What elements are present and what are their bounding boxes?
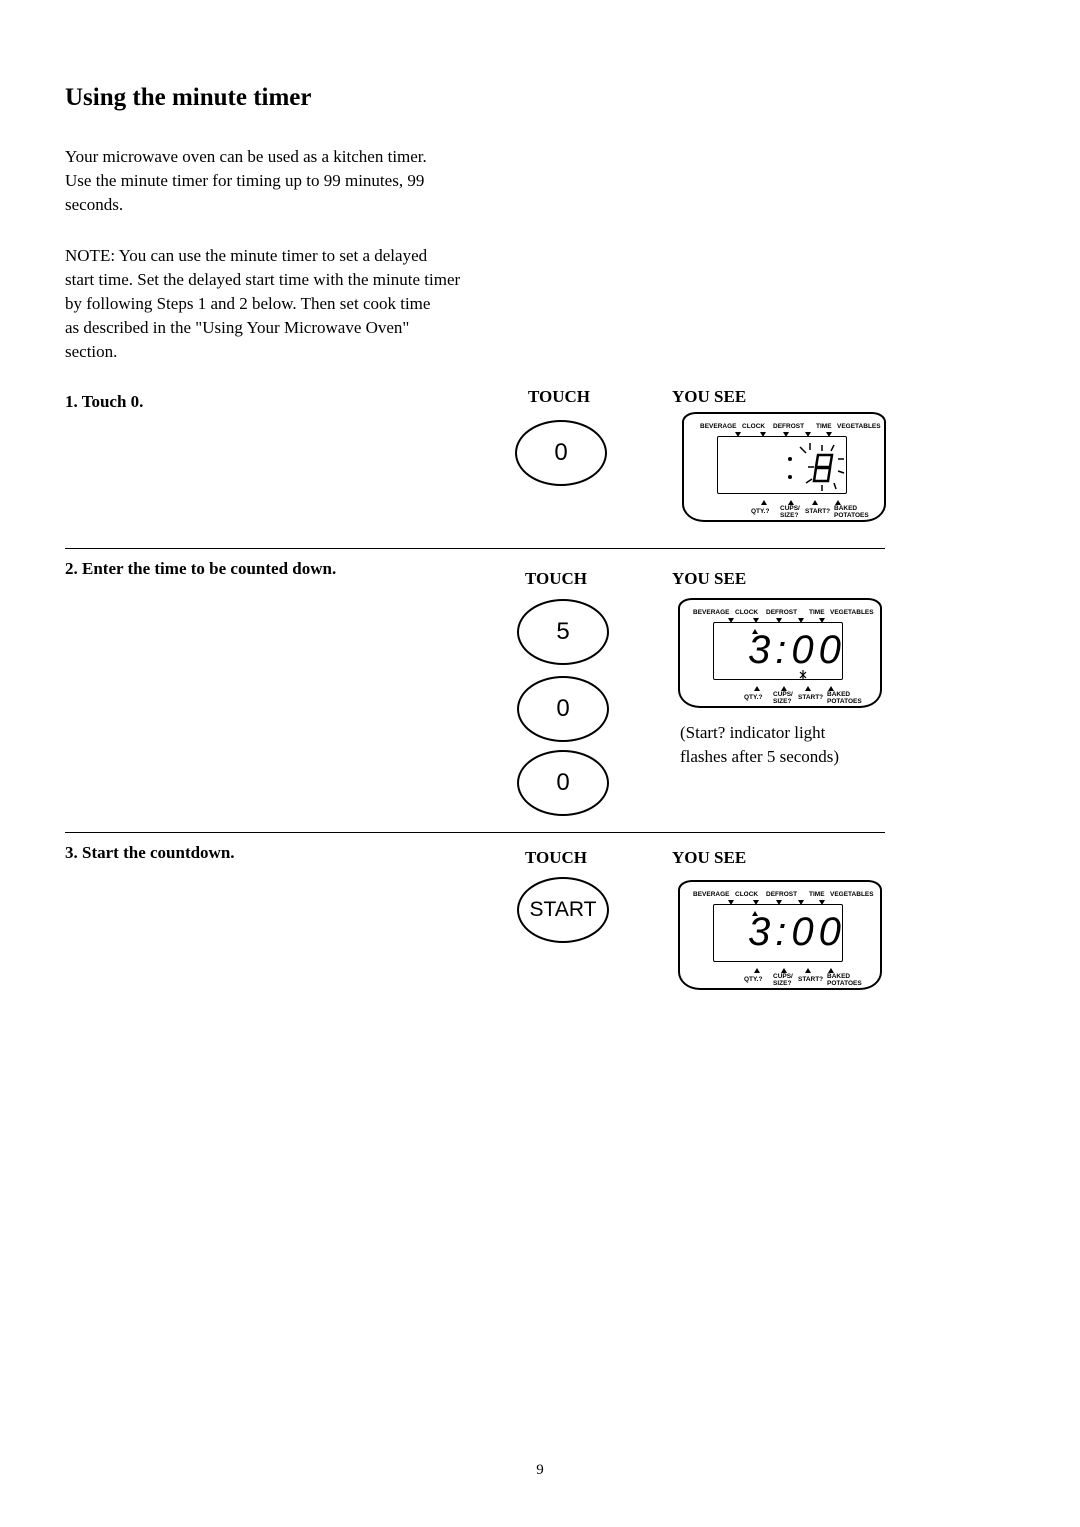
display-label-clock: CLOCK: [735, 609, 759, 616]
lcd-screen: [713, 622, 846, 680]
display-label-beverage: BEVERAGE: [700, 423, 737, 430]
blinking-zero-icon: [718, 437, 848, 495]
divider: [65, 548, 885, 549]
note-line: by following Steps 1 and 2 below. Then set cook time: [65, 294, 431, 313]
lcd-readout: 3:00: [748, 910, 846, 954]
display-label-defrost: DEFROST: [766, 891, 798, 898]
display-label-cups-size: CUPS/ SIZE?: [773, 973, 793, 987]
you-see-header: YOU SEE: [672, 848, 747, 867]
display-label-qty: QTY.?: [751, 508, 770, 515]
note-line: flashes after 5 seconds): [680, 747, 840, 766]
indicator-arrow: [754, 968, 760, 973]
display-label-defrost: DEFROST: [773, 423, 805, 430]
note-line: start time. Set the delayed start time with the minute timer: [65, 270, 461, 289]
indicator-arrow: [761, 500, 767, 505]
display-label-vegetables: VEGETABLES: [830, 891, 874, 898]
display-label-start: START?: [798, 976, 824, 983]
note-paragraph: [65, 244, 460, 364]
intro-line: seconds.: [65, 195, 124, 214]
display-label-beverage: BEVERAGE: [693, 891, 730, 898]
intro-line: Use the minute timer for timing up to 99 minutes, 99: [65, 171, 425, 190]
display-panel-step-1: [682, 412, 886, 522]
indicator-arrow: [812, 500, 818, 505]
indicator-arrow: [754, 686, 760, 691]
key-0-button[interactable]: 0: [515, 420, 607, 486]
display-label-start: START?: [798, 694, 824, 701]
display-panel-step-3: [678, 880, 882, 990]
display-label-start: START?: [805, 508, 831, 515]
key-0-button[interactable]: 0: [517, 750, 609, 816]
indicator-arrow: [805, 968, 811, 973]
display-label-cups-size: CUPS/ SIZE?: [780, 505, 800, 519]
note-line: section.: [65, 342, 118, 361]
divider: [65, 832, 885, 833]
touch-header: TOUCH: [525, 569, 588, 588]
note-line: as described in the "Using Your Microwave Oven": [65, 318, 410, 337]
lcd-screen: [717, 436, 847, 494]
intro-line: Your microwave oven can be used as a kitchen timer.: [65, 147, 427, 166]
display-label-vegetables: VEGETABLES: [830, 609, 874, 616]
note-line: (Start? indicator light: [680, 723, 826, 742]
touch-header: TOUCH: [525, 848, 588, 867]
page-number: 9: [536, 1462, 544, 1478]
key-0-button[interactable]: 0: [517, 676, 609, 742]
display-label-cups-size: CUPS/ SIZE?: [773, 691, 793, 705]
display-label-baked-potatoes: BAKED POTATOES: [827, 691, 862, 705]
display-label-baked-potatoes: BAKED POTATOES: [827, 973, 862, 987]
start-button[interactable]: START: [517, 877, 609, 943]
blinking-indicator-icon: [714, 623, 844, 681]
display-label-time: TIME: [809, 891, 825, 898]
touch-header: TOUCH: [528, 387, 591, 406]
display-label-time: TIME: [816, 423, 832, 430]
display-label-baked-potatoes: BAKED POTATOES: [834, 505, 869, 519]
page-title: Using the minute timer: [65, 84, 312, 111]
step-2-label: 2. Enter the time to be counted down.: [65, 559, 337, 578]
display-panel-step-2: [678, 598, 882, 708]
indicator-arrow: [805, 686, 811, 691]
display-label-qty: QTY.?: [744, 694, 763, 701]
display-label-vegetables: VEGETABLES: [837, 423, 881, 430]
display-label-qty: QTY.?: [744, 976, 763, 983]
display-label-defrost: DEFROST: [766, 609, 798, 616]
lcd-readout: 3:00: [748, 628, 846, 672]
intro-paragraph: [65, 145, 427, 217]
you-see-header: YOU SEE: [672, 569, 747, 588]
display-label-time: TIME: [809, 609, 825, 616]
display-label-beverage: BEVERAGE: [693, 609, 730, 616]
step-3-label: 3. Start the countdown.: [65, 843, 235, 862]
step-2-note: [680, 721, 839, 769]
step-1-label: 1. Touch 0.: [65, 392, 144, 411]
display-label-clock: CLOCK: [742, 423, 766, 430]
you-see-header: YOU SEE: [672, 387, 747, 406]
key-5-button[interactable]: 5: [517, 599, 609, 665]
lcd-screen: [713, 904, 846, 962]
note-line: NOTE: You can use the minute timer to set a delayed: [65, 246, 428, 265]
display-label-clock: CLOCK: [735, 891, 759, 898]
